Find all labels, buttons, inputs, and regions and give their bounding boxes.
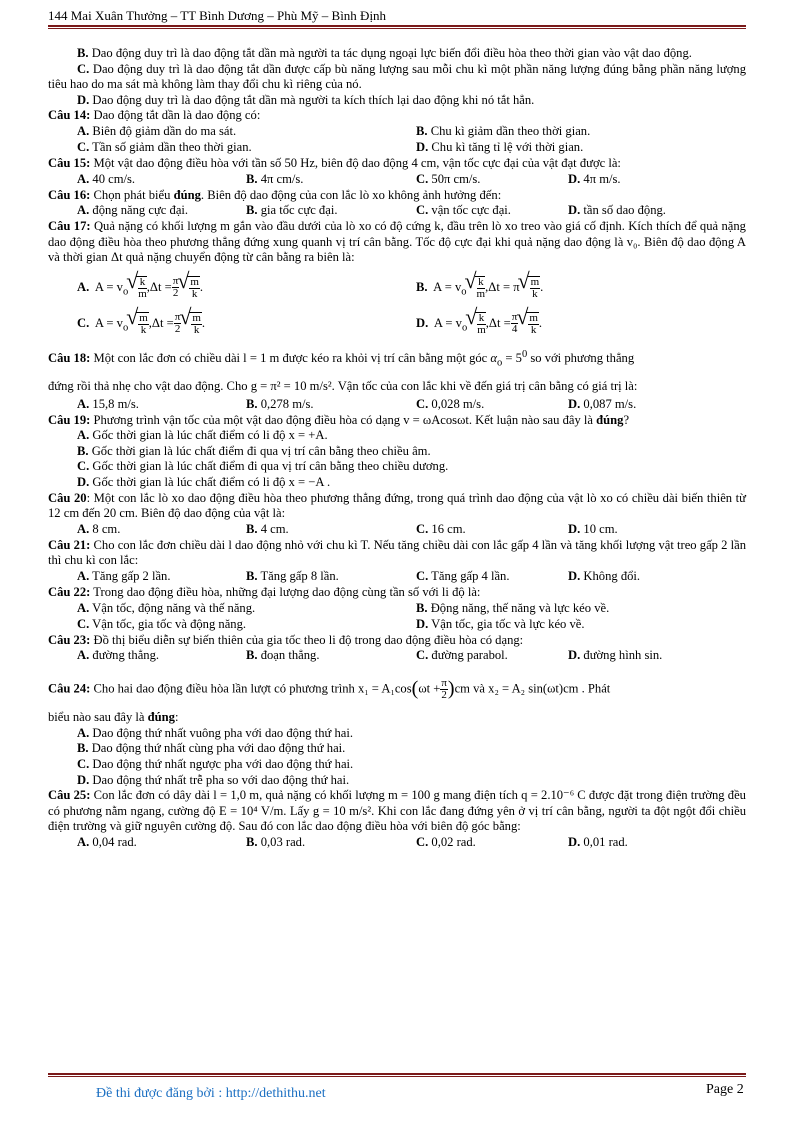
q20-options (48, 522, 746, 538)
q23-option-b: B. đoạn thẳng. (246, 648, 320, 663)
question-15: Câu 15: Một vật dao động điều hòa với tần số 50 Hz, biên độ dao động 4 cm, vận tốc cực đại của vật đạt được là: (48, 155, 621, 170)
q20-option-a: A. 8 cm. (77, 521, 121, 536)
footer-rule (48, 1073, 746, 1075)
q20-option-d: D. 10 cm. (568, 521, 618, 536)
q25-options (48, 835, 746, 851)
q14-option-b: B. Chu kì giảm dần theo thời gian. (416, 123, 591, 138)
q25-option-a: A. 0,04 rad. (77, 834, 137, 849)
q15-options (48, 172, 746, 188)
q20-option-b: B. 4 cm. (246, 521, 289, 536)
q23-option-a: A. đường thẳng. (77, 648, 160, 663)
q19-option-d: D. Gốc thời gian là lúc chất điểm có li độ x = −A . (77, 475, 331, 490)
header-rule (48, 25, 746, 27)
question-19: Câu 19: Phương trình vận tốc của một vật dao động điều hòa có dạng v = ωAcosωt. Kết luận nào sau đây là đúng? (48, 412, 630, 427)
q16-option-a: A. động năng cực đại. (77, 203, 189, 218)
header-rule-thin (48, 28, 746, 29)
question-16: Câu 16: Chọn phát biểu đúng. Biên độ dao động của con lắc lò xo không ảnh hưởng đến: (48, 187, 502, 202)
question-21: Câu 21: Cho con lắc đơn chiều dài l dao động nhỏ với chu kì T. Nếu tăng chiều dài con lắc gấp 4 lần và tăng khối lượng vật treo gấp 2 lần thì chu kì con lắc: (48, 537, 746, 568)
q23-option-d: D. đường hình sin. (568, 648, 663, 663)
q18-option-c: C. 0,028 m/s. (416, 396, 485, 411)
q17-option-c: C. $A = v_o$ √ $\frac{m}{k}$ ,Δt = $\frac{\pi}{2}$ √ $\frac{m}{k}$ . (77, 312, 205, 336)
q14-options-row1 (48, 124, 746, 140)
q17-option-a: A. $A = v_o$ √ $\frac{k}{m}$ ,Δt = $\frac{\pi}{2}$ √ $\frac{m}{k}$ . (77, 276, 203, 300)
q19-option-b: B. Gốc thời gian là lúc chất điểm đi qua vị trí cân bằng theo chiều âm. (77, 443, 431, 458)
q20-option-c: C. 16 cm. (416, 521, 466, 536)
q25-option-d: D. 0,01 rad. (568, 834, 628, 849)
q24-option-d: D. Dao động thứ nhất trễ pha so với dao động thứ hai. (77, 772, 350, 787)
q22-option-b: B. Động năng, thế năng và lực kéo về. (416, 600, 610, 615)
footer-source-link[interactable]: Đề thi được đăng bởi : http://dethithu.net (96, 1086, 326, 1101)
q21-option-d: D. Không đổi. (568, 568, 641, 583)
intro-option-b: B. Dao động duy trì là dao động tắt dần mà người ta tác dụng ngoại lực biến đổi điều hòa theo thời gian vào vật dao động. (77, 46, 692, 60)
q21-option-c: C. Tăng gấp 4 lần. (416, 568, 510, 583)
q15-option-c: C. 50π cm/s. (416, 171, 481, 186)
q19-option-a: A. Gốc thời gian là lúc chất điểm có li độ x = +A. (77, 428, 328, 443)
q23-options (48, 648, 746, 664)
q14-option-c: C. Tần số giảm dần theo thời gian. (77, 139, 252, 154)
q16-option-c: C. vận tốc cực đại. (416, 203, 511, 218)
q24-option-c: C. Dao động thứ nhất ngược pha với dao động thứ hai. (77, 756, 354, 771)
q18-option-a: A. 15,8 m/s. (77, 396, 139, 411)
q17-options-row2 (48, 302, 746, 338)
q22-options-row2 (48, 617, 746, 633)
question-25: Câu 25: Con lắc đơn có dây dài l = 1,0 m, quả nặng có khối lượng m = 100 g mang điện tích q = 2.10⁻⁶ C được đặt trong điện trường đều có phương nằm ngang, cường độ E = 10⁴ V/m. Lấy g = 10 m/s². Khi con lắc đang đứng yên ở vị trí cân bằng, người ta đột ngột đổi chiều điện trường và giữ nguyên cường độ. Sau đó con lắc dao động điều hòa với biên độ góc bằng: (48, 788, 746, 834)
q17-options-row1 (48, 266, 746, 302)
q22-option-a: A. Vận tốc, động năng và thế năng. (77, 600, 256, 615)
q22-option-c: C. Vận tốc, gia tốc và động năng. (77, 616, 247, 631)
q25-option-c: C. 0,02 rad. (416, 834, 476, 849)
q24-option-a: A. Dao động thứ nhất vuông pha với dao động thứ hai. (77, 725, 354, 740)
question-18-line2: đứng rồi thả nhẹ cho vật dao động. Cho g = π² = 10 m/s². Vận tốc của con lắc khi về đến giá trị cân bằng có giá trị là: (48, 378, 638, 393)
question-14: Câu 14: Dao động tắt dần là dao động có: (48, 108, 261, 123)
q18-options (48, 397, 746, 413)
page-number: Page 2 (706, 1082, 744, 1097)
intro-option-d: D. Dao động duy trì là dao động tắt dần mà người ta kích thích lại dao động khi nó tắt hẳn. (77, 92, 535, 107)
question-20: Câu 20: Một con lắc lò xo dao động điều hòa theo phương thẳng đứng, trong quá trình dao động của vật lò xo có chiều dài biến thiên từ 12 cm đến 20 cm. Biên độ dao động của vật là: (48, 490, 746, 521)
q21-option-b: B. Tăng gấp 8 lần. (246, 568, 339, 583)
question-23: Câu 23: Đồ thị biểu diễn sự biến thiên của gia tốc theo li độ trong dao động điều hòa có dạng: (48, 632, 524, 647)
footer-rule-thin (48, 1076, 746, 1077)
q19-option-c: C. Gốc thời gian là lúc chất điểm đi qua vị trí cân bằng theo chiều dương. (77, 459, 449, 474)
q22-option-d: D. Vận tốc, gia tốc và lực kéo về. (416, 616, 585, 631)
document-body (48, 46, 746, 851)
q15-option-d: D. 4π m/s. (568, 171, 621, 186)
q15-option-a: A. 40 cm/s. (77, 171, 136, 186)
q18-option-b: B. 0,278 m/s. (246, 396, 314, 411)
q14-option-d: D. Chu kì tăng tỉ lệ với thời gian. (416, 139, 584, 154)
q16-option-d: D. tần số dao động. (568, 203, 666, 218)
q14-option-a: A. Biên độ giảm dần do ma sát. (77, 123, 237, 138)
question-17: Câu 17: Quả nặng có khối lượng m gắn vào đầu dưới của lò xo có độ cứng k, đầu trên lò xo treo vào giá cố định. Kích thích để quả nặng dao động điều hòa theo phương thẳng đứng xung quanh vị trí cân bằng. Tốc độ cực đại khi quả nặng dao động là v₀. Biên độ dao động A và thời gian Δt quả nặng chuyển động từ cân bằng ra biên là: (48, 219, 746, 265)
q17-option-b: B. $A = v_o$ √ $\frac{k}{m}$ ,Δt = π √ $\frac{m}{k}$ . (416, 276, 543, 300)
q21-options (48, 569, 746, 585)
question-24-line2: biểu nào sau đây là đúng: (48, 710, 179, 725)
q16-option-b: B. gia tốc cực đại. (246, 203, 338, 218)
q15-option-b: B. 4π cm/s. (246, 171, 304, 186)
intro-option-c: C. Dao động duy trì là dao động tắt dần được cấp bù năng lượng sau mỗi chu kì một phần năng lượng đúng bằng phần năng lượng tiêu hao do ma sát mà không làm thay đổi chu kì riêng của nó. (48, 61, 746, 92)
q24-option-b: B. Dao động thứ nhất cùng pha với dao động thứ hai. (77, 741, 346, 756)
page-header: 144 Mai Xuân Thưởng – TT Bình Dương – Phù Mỹ – Bình Định (48, 8, 387, 23)
question-24: Câu 24: Cho hai dao động điều hòa lần lượt có phương trình x₁ = A₁cos(ωt + $\frac{\pi}{2}$ )cm và x₂ = A₂ sin(ωt)cm . Phát (48, 677, 611, 702)
question-18: Câu 18: Một con lắc đơn có chiều dài l = 1 m được kéo ra khỏi vị trí cân bằng một góc $\alpha_o = 5^0$ so với phương thẳng (48, 348, 635, 369)
q21-option-a: A. Tăng gấp 2 lần. (77, 568, 171, 583)
q25-option-b: B. 0,03 rad. (246, 834, 306, 849)
q22-options-row1 (48, 601, 746, 617)
q16-options (48, 203, 746, 219)
question-22: Câu 22: Trong dao động điều hòa, những đại lượng dao động cùng tần số với li độ là: (48, 584, 481, 599)
q17-option-d: D. $A = v_o$ √ $\frac{k}{m}$ ,Δt = $\frac{\pi}{4}$ √ $\frac{m}{k}$ . (416, 312, 542, 336)
q14-options-row2 (48, 140, 746, 156)
q23-option-c: C. đường parabol. (416, 648, 508, 663)
q18-option-d: D. 0,087 m/s. (568, 396, 637, 411)
